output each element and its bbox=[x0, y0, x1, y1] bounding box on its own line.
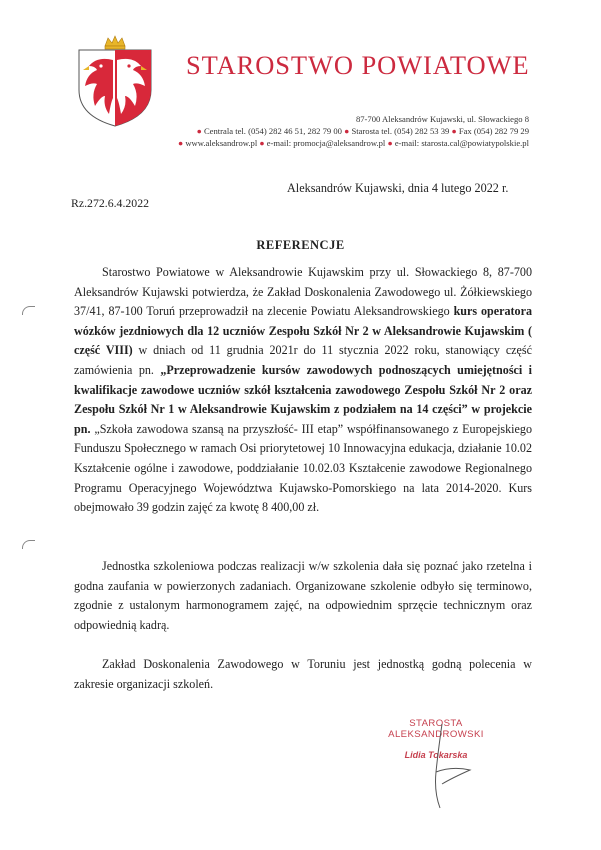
crown-icon bbox=[105, 36, 125, 49]
website-link[interactable]: www.aleksandrow.pl bbox=[185, 138, 258, 148]
phone-central: Centrala tel. (054) 282 46 51, 282 79 00 bbox=[203, 126, 342, 136]
date-line: Aleksandrów Kujawski, dnia 4 lutego 2022 r. bbox=[287, 181, 509, 195]
email-link-promocja[interactable]: e-mail: promocja@aleksandrow.pl bbox=[266, 138, 386, 148]
paragraph-2: Jednostka szkoleniowa podczas realizacji w/w szkolenia dała się poznać jako rzetelna i godna zaufania w powierzonych zadaniach. Organizowane szkolenie odbyło się terminowo, zgodnie z ustalonym harmonogramem zajęć, na odpowiednim sprzęcie technicznym oraz odpowiednią kadrą. bbox=[74, 559, 532, 632]
paragraph-1 bbox=[74, 263, 532, 518]
bullet-icon: ● bbox=[344, 126, 350, 136]
punch-mark bbox=[22, 306, 35, 315]
bullet-icon: ● bbox=[387, 138, 393, 148]
letter-title: REFERENCJE bbox=[256, 238, 345, 252]
bullet-icon: ● bbox=[196, 126, 202, 136]
web-line bbox=[178, 138, 529, 148]
bold-text: „Przeprowadzenie kursów zawodowych podnoszących umiejętności i kwalifikacje zawodowe uczniów szkół kształcenia zawodowego Zespołu Szkół Nr 2 oraz Zespołu Szkół Nr 1 w Aleksandrowie Kujawskim z podziałem na 14 części” w projekcie pn. bbox=[74, 362, 532, 436]
punch-mark bbox=[22, 540, 35, 549]
stamp-name: Lidia Tokarska bbox=[404, 750, 468, 760]
email-link-starosta[interactable]: e-mail: starosta.cal@powiatypolskie.pl bbox=[394, 138, 529, 148]
bullet-icon: ● bbox=[451, 126, 457, 136]
paragraph-3: Zakład Doskonalenia Zawodowego w Toruniu jest jednostką godną polecenia w zakresie organizacji szkoleń. bbox=[74, 657, 532, 691]
reference-number: Rz.272.6.4.2022 bbox=[71, 196, 149, 210]
bullet-icon: ● bbox=[177, 138, 184, 148]
fax: Fax (054) 282 79 29 bbox=[458, 126, 529, 136]
bold-text: kurs operatora wózków jezdniowych dla 12 uczniów Zespołu Szkół Nr 2 w Aleksandrowie Kujawskim ( część VIII) bbox=[74, 304, 533, 358]
phone-starosta: Starosta tel. (054) 282 53 39 bbox=[351, 126, 450, 136]
stamp-title: STAROSTA bbox=[409, 718, 463, 729]
org-name: STAROSTWO POWIATOWE bbox=[186, 50, 530, 80]
address-line: 87-700 Aleksandrów Kujawski, ul. Słowackiego 8 bbox=[355, 114, 529, 124]
stamp-office: ALEKSANDROWSKI bbox=[388, 729, 484, 740]
signature bbox=[412, 722, 482, 812]
coat-of-arms-icon bbox=[75, 32, 155, 128]
text: Starostwo Powiatowe w Aleksandrowie Kujawskim przy ul. Słowackiego 8, 87-700 Aleksandrów Kujawski potwierdza, że Zakład Doskonalenia Zawodowego ul. Żółkiewskiego 37/41, 87-100 Toruń przeprowadził na zlecenie Powiatu Aleksandrowskiego bbox=[74, 265, 532, 319]
bullet-icon: ● bbox=[259, 138, 265, 148]
phone-line bbox=[197, 126, 529, 136]
text: „Szkoła zawodowa szansą na przyszłość- III etap” współfinansowanego z Europejskiego Funduszu Społecznego w ramach Osi priorytetowej 10 Innowacyjna edukacja, działanie 10.02 Kształcenie ogólne i zawodowe, poddziałanie 10.02.03 Kształcenie zawodowe Regionalnego Programu Operacyjnego Województwa Kujawsko-Pomorskiego na lata 2014-2020. Kurs obejmowało 39 godzin zajęć za kwotę 8 400,00 zł. bbox=[74, 421, 532, 515]
text: w dniach od 11 grudnia 2021r do 11 stycznia 2022 roku, stanowiący część zamówienia pn. bbox=[74, 343, 532, 377]
